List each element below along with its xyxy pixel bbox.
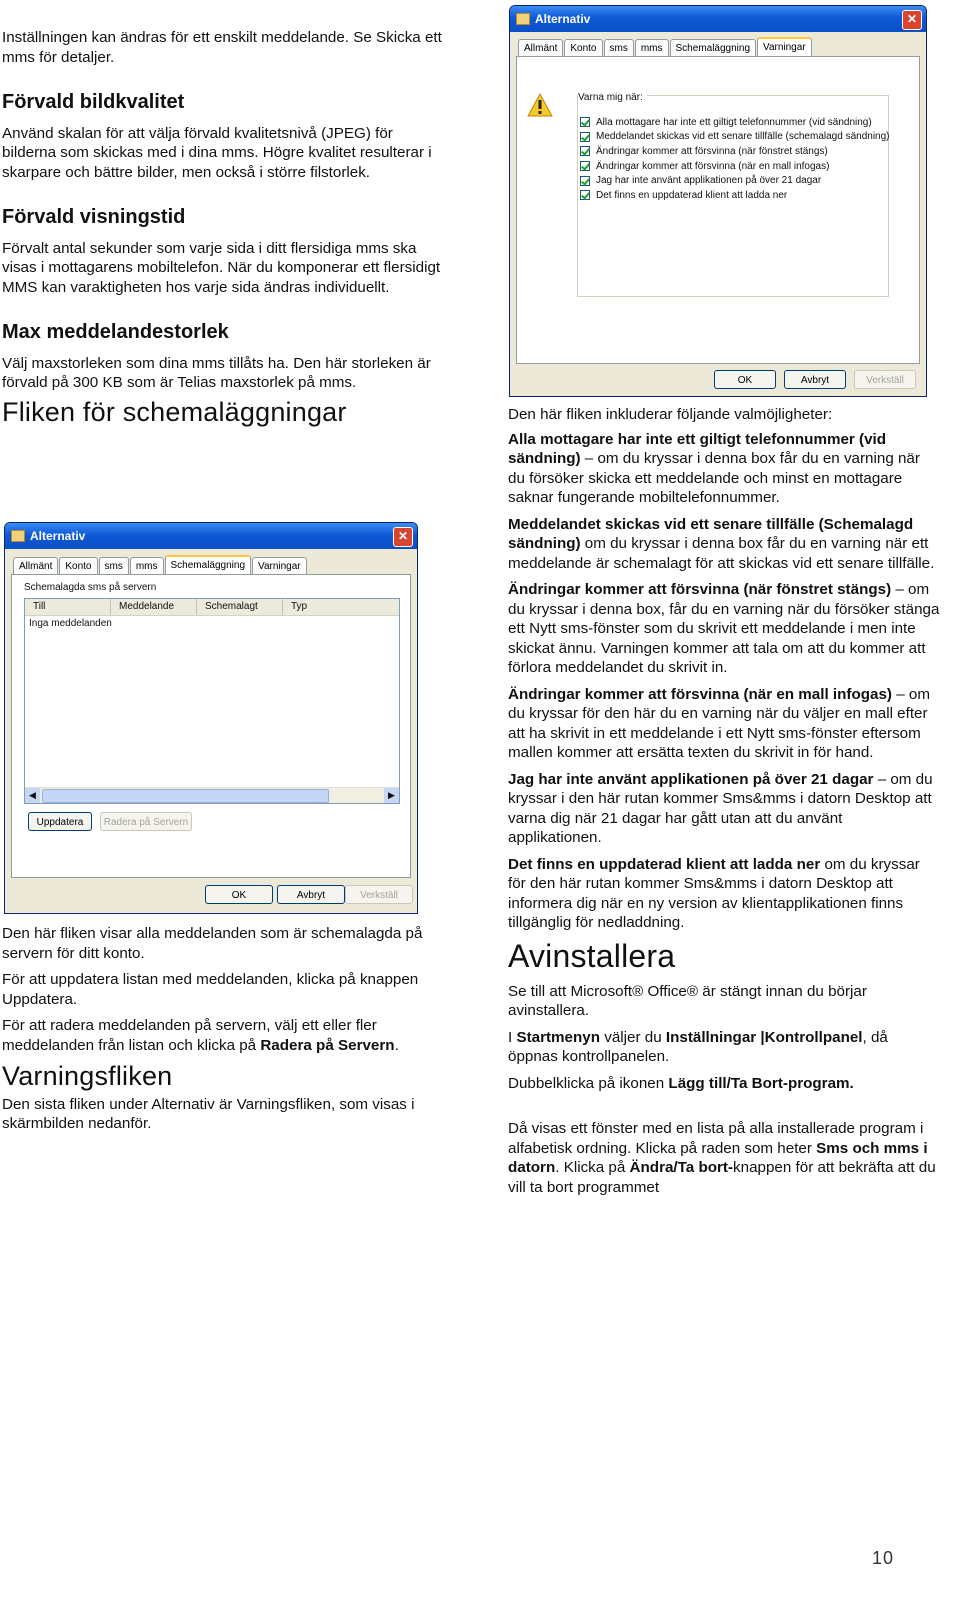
option-title: Det finns en uppdaterad klient att ladda ner — [508, 855, 821, 873]
uninstall-p4 — [508, 1119, 940, 1197]
warnings-dialog-title: Alternativ — [535, 12, 591, 26]
heading-scheduling: Fliken för schemaläggningar — [2, 396, 347, 427]
checkbox[interactable] — [580, 146, 590, 156]
uninstall-p2-e: , då öppnas kontrollpanelen. — [508, 1028, 888, 1065]
delete-on-server-button[interactable]: Radera på Servern — [100, 812, 192, 831]
close-icon[interactable]: ✕ — [902, 10, 922, 30]
horizontal-scrollbar[interactable] — [25, 787, 399, 803]
apply-button[interactable]: Verkställ — [854, 370, 916, 389]
left-column — [2, 28, 442, 427]
heading-warnings: Varningsfliken — [2, 1061, 173, 1091]
scheduling-p3-end: . — [394, 1036, 399, 1054]
scheduled-list[interactable] — [24, 598, 400, 804]
ok-button[interactable]: OK — [714, 370, 776, 389]
schedule-panel — [11, 574, 411, 878]
option-text: om du kryssar i denna box får du en varning när ett meddelande är schemalagt för att skickas vid ett senare tillfälle. — [508, 535, 935, 572]
tab-general[interactable]: Allmänt — [13, 557, 58, 576]
warn-invalid-number-row[interactable] — [580, 115, 890, 130]
uninstall-p4-a: Då visas ett fönster med en lista på alla installerade program i alfabetisk ordning. Klicka på raden som heter — [508, 1120, 924, 1157]
option-invalid-number — [508, 430, 940, 508]
tab-warnings[interactable]: Varningar — [757, 37, 812, 59]
option-text: – om du kryssar i denna box får du en varning när du försöker skicka ett meddelande och minst en mottagare saknar fungerande mobiltelefonnummer. — [508, 450, 920, 506]
checkbox-list — [580, 115, 890, 203]
warnings-panel — [516, 56, 920, 364]
warn-update-row[interactable] — [580, 188, 890, 203]
tab-mms[interactable]: mms — [635, 39, 669, 58]
option-title: Ändringar kommer att försvinna (när en mall infogas) — [508, 685, 892, 703]
warn-close-row[interactable] — [580, 144, 890, 159]
option-text: – om du kryssar för den här du en varning när du väljer en mall efter att ha skrivit in ett meddelande i ett Nytt sms-fönster eftersom mallen kommer att ersätta texten du skrivit in för hand. — [508, 685, 930, 761]
col-scheduled[interactable]: Schemalagt — [197, 599, 283, 615]
uninstall-p2-c: väljer du — [600, 1028, 666, 1046]
tab-scheduling[interactable]: Schemaläggning — [670, 39, 757, 58]
option-scheduled — [508, 515, 940, 574]
tab-warnings[interactable]: Varningar — [252, 557, 307, 576]
checkbox[interactable] — [580, 117, 590, 127]
checkbox[interactable] — [580, 161, 590, 171]
uninstall-p1: Se till att Microsoft® Office® är stängt innan du börjar avinstallera. — [508, 982, 867, 1019]
app-icon — [516, 13, 530, 25]
display-time-body: Förvalt antal sekunder som varje sida i ditt flersidiga mms ska visas i mottagarens mobiltelefon. När du komponerar ett flersidigt MMS kan varaktigheten hos varje sida ändras individuellt. — [2, 239, 441, 296]
option-template — [508, 685, 940, 763]
close-icon[interactable]: ✕ — [393, 527, 413, 547]
warn-template-label: Ändringar kommer att försvinna (när en mall infogas) — [596, 160, 830, 172]
option-title: Ändringar kommer att försvinna (när fönstret stängs) — [508, 581, 892, 598]
intro-text: Inställningen kan ändras för ett enskilt meddelande. Se Skicka ett mms för detaljer. — [2, 29, 442, 66]
tab-sms[interactable]: sms — [99, 557, 129, 576]
checkbox[interactable] — [580, 132, 590, 142]
option-text: – om du kryssar i den här rutan kommer Sms&mms i datorn Desktop att varna dig när 21 dagar har gått utan att du använt applikationen. — [508, 770, 933, 846]
option-unused — [508, 770, 940, 848]
right-column — [508, 405, 940, 1204]
schedule-dialog-title: Alternativ — [30, 529, 86, 543]
scheduling-p2: För att uppdatera listan med meddelanden, klicka på knappen Uppdatera. — [2, 971, 419, 1008]
program-name-ref: Sms och mms i datorn — [508, 1139, 928, 1176]
option-title: Meddelandet skickas vid ett senare tillfälle (Schemalagd sändning) — [508, 515, 914, 552]
cancel-button[interactable]: Avbryt — [784, 370, 846, 389]
cancel-button[interactable]: Avbryt — [277, 885, 345, 904]
col-to[interactable]: Till — [25, 599, 111, 615]
col-message[interactable]: Meddelande — [111, 599, 197, 615]
option-title: Alla mottagare har inte ett giltigt telefonnummer (vid sändning) — [508, 430, 887, 467]
start-menu-ref: Startmenyn — [516, 1028, 601, 1046]
max-size-body: Välj maxstorleken som dina mms tillåts ha. Den här storleken är förvald på 300 KB som är Telias maxstorlek på mms. — [2, 354, 431, 391]
option-window-close — [508, 580, 940, 678]
scheduled-group-label: Schemalagda sms på servern — [24, 582, 157, 593]
warn-update-label: Det finns en uppdaterad klient att ladda ner — [596, 189, 788, 201]
warn-me-group — [577, 92, 890, 297]
warn-template-row[interactable] — [580, 159, 890, 174]
warnings-dialog-titlebar — [510, 6, 926, 32]
left-column-lower — [2, 924, 442, 1141]
warn-scheduled-row[interactable] — [580, 130, 890, 145]
warn-me-label: Varna mig när: — [578, 92, 647, 103]
checkbox[interactable] — [580, 190, 590, 200]
uninstall-p2 — [508, 1028, 940, 1067]
scheduling-p3 — [2, 1016, 442, 1055]
scroll-left-icon[interactable]: ◀ — [25, 788, 40, 803]
list-header — [25, 599, 399, 616]
option-text: om du kryssar för den här rutan kommer Sms&mms i datorn Desktop att informera dig när en ny version av klientapplikationen finns tillgänglig för nedladdning. — [508, 855, 920, 931]
option-text: – om du kryssar i denna box, får du en varning när du försöker stänga ett Nytt sms-fönster som du skrivit ett meddelande i men inte skickat ännu. Varningen kommer att tala om att du kommer att förlora meddelandet du skrivit in. — [508, 581, 940, 676]
schedule-dialog — [4, 522, 418, 914]
option-title: Jag har inte använt applikationen på över 21 dagar — [508, 770, 874, 788]
warnings-dialog — [509, 5, 927, 397]
warn-scheduled-label: Meddelandet skickas vid ett senare tillfälle (schemalagd sändning) — [596, 131, 890, 143]
uninstall-p2-a: I — [508, 1028, 517, 1046]
options-intro: Den här fliken inkluderar följande valmöjligheter: — [508, 406, 833, 423]
page-number: 10 — [872, 1548, 895, 1568]
warn-invalid-number-label: Alla mottagare har inte ett giltigt telefonnummer (vid sändning) — [596, 116, 872, 128]
uninstall-p3-a: Dubbelklicka på ikonen — [508, 1074, 669, 1092]
checkbox[interactable] — [580, 176, 590, 186]
schedule-dialog-titlebar — [5, 523, 417, 549]
tab-account[interactable]: Konto — [564, 39, 602, 58]
add-remove-ref: Lägg till/Ta Bort-program. — [668, 1074, 854, 1092]
change-remove-ref: Ändra/Ta bort- — [629, 1159, 734, 1176]
heading-image-quality: Förvald bildkvalitet — [2, 91, 185, 113]
tab-account[interactable]: Konto — [59, 557, 97, 576]
image-quality-body: Använd skalan för att välja förvald kvalitetsnivå (JPEG) för bilderna som skickas med i dina mms. Högre kvalitet resulterar i skarpare och bättre bilder, men också i större filstorlek. — [2, 124, 432, 181]
option-update — [508, 855, 940, 933]
app-icon — [11, 530, 25, 542]
warn-close-label: Ändringar kommer att försvinna (när fönstret stängs) — [596, 145, 828, 157]
warn-unused-label: Jag har inte använt applikationen på över 21 dagar — [596, 175, 822, 187]
tab-sms[interactable]: sms — [604, 39, 634, 58]
warning-icon — [527, 93, 553, 117]
ok-button[interactable]: OK — [205, 885, 273, 904]
heading-display-time: Förvald visningstid — [2, 206, 186, 228]
list-item: Inga meddelanden — [29, 618, 112, 629]
heading-max-size: Max meddelandestorlek — [2, 321, 229, 343]
scheduling-p3-text: För att radera meddelanden på servern, välj ett eller fler meddelanden från listan och klicka på — [2, 1017, 377, 1054]
delete-on-server-ref: Radera på Servern — [260, 1036, 395, 1054]
uninstall-p3 — [508, 1074, 940, 1094]
tab-scheduling[interactable]: Schemaläggning — [165, 555, 252, 577]
tab-mms[interactable]: mms — [130, 557, 164, 576]
update-button[interactable]: Uppdatera — [28, 812, 92, 831]
warnings-body: Den sista fliken under Alternativ är Varningsfliken, som visas i skärmbilden nedanför. — [2, 1095, 415, 1132]
apply-button[interactable]: Verkställ — [345, 885, 413, 904]
scroll-right-icon[interactable]: ▶ — [384, 788, 399, 803]
control-panel-ref: Inställningar |Kontrollpanel — [665, 1028, 863, 1046]
scroll-thumb[interactable] — [42, 789, 329, 803]
heading-uninstall: Avinstallera — [508, 937, 676, 974]
uninstall-p4-e: knappen för att bekräfta att du vill ta bort programmet — [508, 1159, 936, 1196]
uninstall-p4-c: . Klicka på — [555, 1159, 630, 1176]
scheduling-p1: Den här fliken visar alla meddelanden som är schemalagda på servern för ditt konto. — [2, 925, 423, 962]
col-type[interactable]: Typ — [291, 601, 308, 612]
tab-general[interactable]: Allmänt — [518, 39, 563, 58]
warn-unused-row[interactable] — [580, 173, 890, 188]
